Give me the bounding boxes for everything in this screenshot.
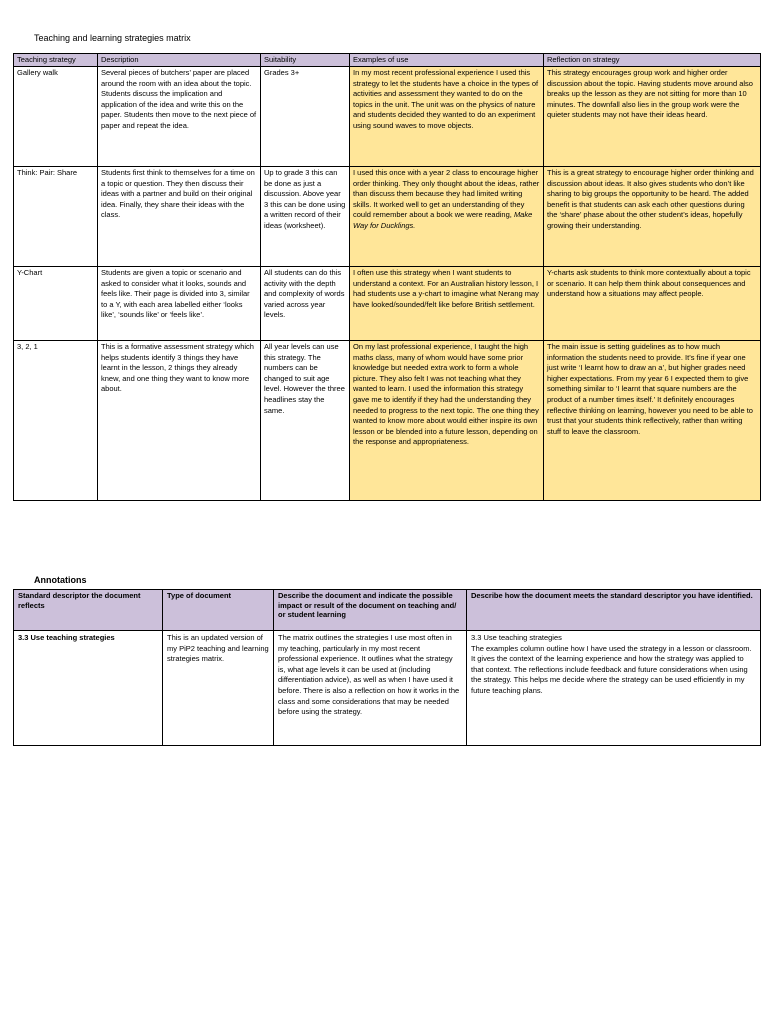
- table-row: [14, 267, 761, 341]
- standard-explanation-heading: 3.3 Use teaching strategies: [471, 633, 562, 642]
- standard-explanation-text: The examples column outline how I have used the strategy in a lesson or classroom. It gives the context of the learning experience and how the strategy was applied to that context. The reflections include feedback and future considerations when using the strategy. This helps me decide where the strategy can be used efficiently in my future teaching plans.: [471, 643, 752, 695]
- strategy-examples: In my most recent professional experience I used this strategy to let the students have a choice in the types of activities and assessment they wanted to do on the topics in the unit. The unit was on the physics of nature and students decided they wanted to do an experiment using sound waves to move objects.: [350, 67, 544, 167]
- strategy-suitability: All students can do this activity with the depth and complexity of words varied across year levels.: [261, 267, 350, 341]
- strategy-reflection: The main issue is setting guidelines as to how much information the students need to provide. It’s fine if year one just write ‘I learnt how to draw an a’, but higher grades need higher expectations. From my year 6 I expected them to give something similar to ‘I learnt that square numbers are the product of a number times itself.’ It definitely encourages reflective thinking on learning, however you need to be able to trust that your students think reflectively, rather than writing stuff to leave the classroom.: [544, 341, 761, 501]
- strategy-name: Gallery walk: [14, 67, 98, 167]
- annotations-table: [13, 589, 761, 746]
- header-reflection: Reflection on strategy: [544, 54, 761, 67]
- strategies-matrix-table: [13, 53, 761, 501]
- header-describe-document: Describe the document and indicate the possible impact or result of the document on teaching and/ or student learning: [274, 590, 467, 631]
- standard-descriptor: 3.3 Use teaching strategies: [14, 631, 163, 746]
- strategy-suitability: Grades 3+: [261, 67, 350, 167]
- header-type-of-document: Type of document: [163, 590, 274, 631]
- header-suitability: Suitability: [261, 54, 350, 67]
- header-standard-descriptor: Standard descriptor the document reflects: [14, 590, 163, 631]
- document-type: This is an updated version of my PiP2 teaching and learning strategies matrix.: [163, 631, 274, 746]
- annotations-heading: Annotations: [34, 575, 87, 585]
- strategy-examples: On my last professional experience, I taught the high maths class, many of whom would have some prior knowledge but needed extra work to form a whole picture. They also felt I was not teaching what they wanted to learn. I used the information this strategy gave me to identify if they had the understanding they needed to progress to the next topic. The one thing they wanted to know more about would either inspire its own lesson or be blended into a future lesson, depending on the response and appropriateness.: [350, 341, 544, 501]
- table-row: [14, 341, 761, 501]
- document-description: The matrix outlines the strategies I use most often in my teaching, particularly in my most recent professional experience. It outlines what the strategy is, what age levels it can be used at (including differentiation advice), as well as when I have used it before. There is also a reflection on how it works in the class and some considerations that may be needed before using the strategy.: [274, 631, 467, 746]
- strategy-name: Y-Chart: [14, 267, 98, 341]
- header-examples-of-use: Examples of use: [350, 54, 544, 67]
- header-meets-standard: Describe how the document meets the standard descriptor you have identified.: [467, 590, 761, 631]
- strategy-description: Students first think to themselves for a time on a topic or question. They then discuss their ideas with a partner and build on their original idea. Finally, they share their ideas with the class.: [98, 167, 261, 267]
- strategy-reflection: Y-charts ask students to think more contextually about a topic or scenario. It can help them think about consequences and understand how a situations may affect people.: [544, 267, 761, 341]
- table-row: [14, 631, 761, 746]
- strategy-name: 3, 2, 1: [14, 341, 98, 501]
- matrix-header-row: [14, 54, 761, 67]
- document-title: Teaching and learning strategies matrix: [34, 33, 191, 43]
- examples-text: I used this once with a year 2 class to encourage higher order thinking. They only thought about the ideas, rather than discuss them because they had limited writing skills. It worked well to get an understanding of they could remember about a book we were reading,: [353, 168, 540, 220]
- strategy-suitability: All year levels can use this strategy. The numbers can be changed to suit age level. However the three headlines stay the same.: [261, 341, 350, 501]
- table-row: [14, 167, 761, 267]
- table-row: [14, 67, 761, 167]
- strategy-examples: [350, 167, 544, 267]
- strategy-description: This is a formative assessment strategy which helps students identify 3 things they have learnt in the lesson, 2 things they already knew, and one thing they want to know more about.: [98, 341, 261, 501]
- strategy-description: Several pieces of butchers’ paper are placed around the room with an idea about the topic. Students discuss the implication and application of the idea and write this on the paper. Students then move to the next piece of paper and repeat the idea.: [98, 67, 261, 167]
- strategy-name: Think: Pair: Share: [14, 167, 98, 267]
- strategy-reflection: This is a great strategy to encourage higher order thinking and discussion about ideas. It also gives students who don’t like sharing to big groups the opportunity to be heard. The added benefit is that students can ask each other questions during the ‘share’ phase about the other student’s ideas, hopefully growing their understanding.: [544, 167, 761, 267]
- strategy-examples: I often use this strategy when I want students to understand a context. For an Australian history lesson, I had students use a y-chart to imagine what Nerang may have looked/sounded/felt like before British settlement.: [350, 267, 544, 341]
- strategy-reflection: This strategy encourages group work and higher order discussion about the topic. Having students move around also breaks up the lesson as they are not sitting for more than 10 minutes. The downfall also lies in the group work were the quieter students may not have their ideas heard.: [544, 67, 761, 167]
- strategy-suitability: Up to grade 3 this can be done as just a discussion. Above year 3 this can be done using a written record of their ideas (worksheet).: [261, 167, 350, 267]
- header-description: Description: [98, 54, 261, 67]
- annotations-header-row: [14, 590, 761, 631]
- book-title: Make Way for Ducklings.: [353, 210, 533, 230]
- strategy-description: Students are given a topic or scenario and asked to consider what it looks, sounds and feels like. Their page is divided into 3, similar to a Y, with each area labelled either ‘looks like’, ‘sounds like’ or ‘feels like’.: [98, 267, 261, 341]
- header-teaching-strategy: Teaching strategy: [14, 54, 98, 67]
- standard-explanation: [467, 631, 761, 746]
